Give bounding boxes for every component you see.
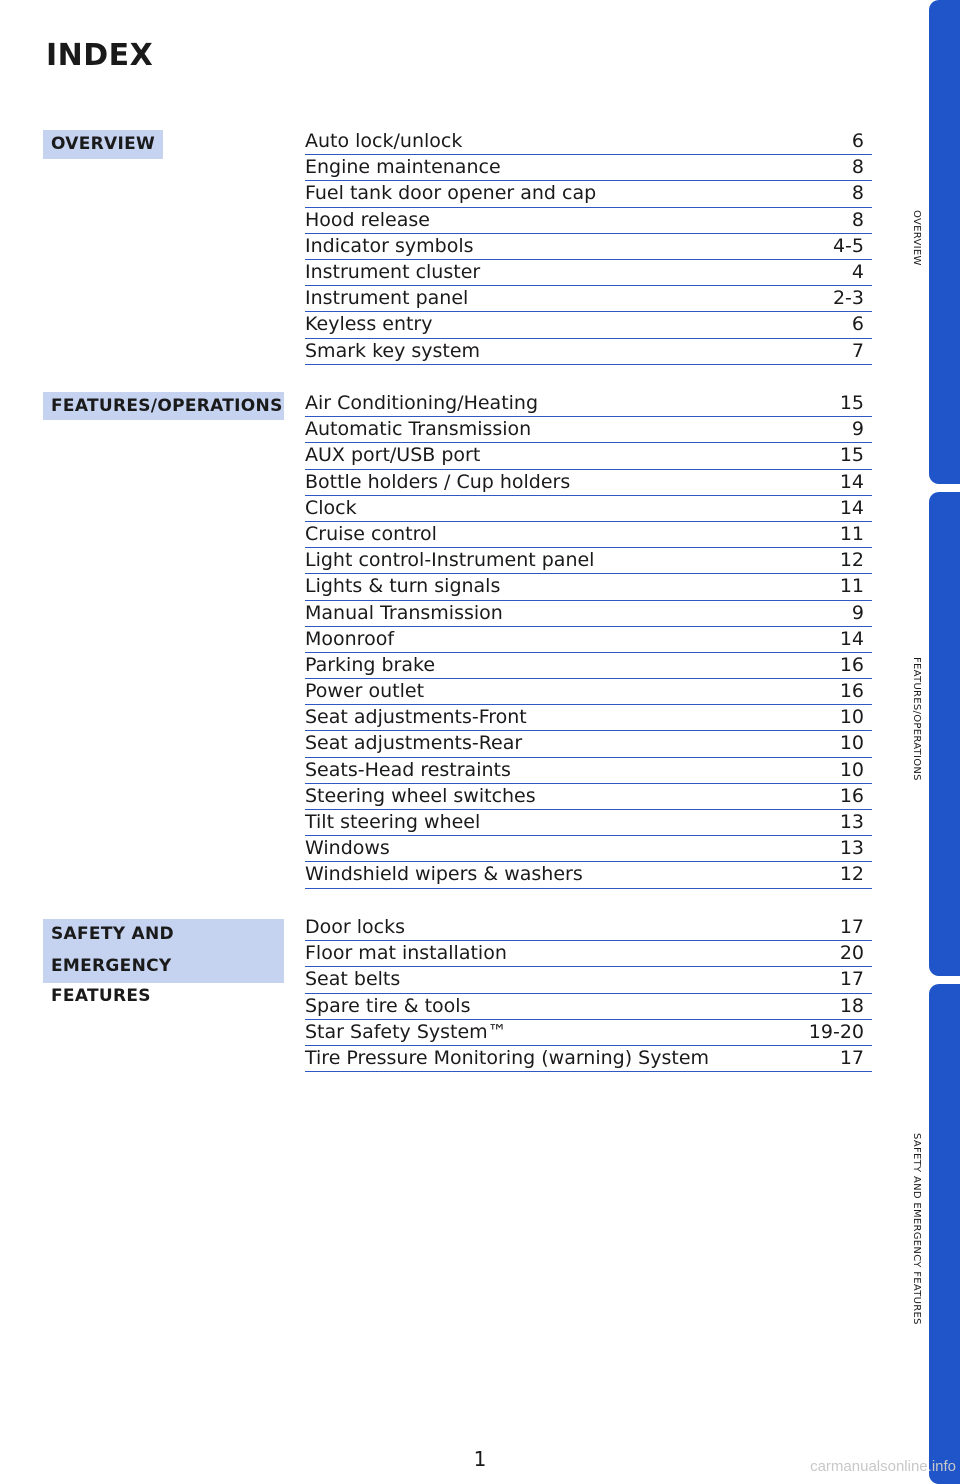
entry-label: Floor mat installation <box>305 942 507 965</box>
entry-label: Keyless entry <box>305 313 433 336</box>
side-tab-safety[interactable] <box>929 984 960 1484</box>
page-number: 1 <box>473 1447 487 1471</box>
entry-label: Smark key system <box>305 339 481 362</box>
section-label-line: EMERGENCY FEATURES <box>51 956 172 1006</box>
section-label-line: FEATURES/OPERATIONS <box>51 396 283 416</box>
entry-page-number: 19-20 <box>808 1020 864 1043</box>
index-entry[interactable] <box>305 601 872 627</box>
index-entry[interactable] <box>305 234 872 260</box>
index-entry[interactable] <box>305 260 872 286</box>
entry-page-number: 18 <box>839 994 864 1017</box>
entry-page-number: 4 <box>851 260 864 283</box>
index-entry[interactable] <box>305 548 872 574</box>
index-entry[interactable] <box>305 915 872 941</box>
side-tab-text: SAFETY AND EMERGENCY FEATURES <box>911 1133 922 1325</box>
section-label-line: OVERVIEW <box>51 134 156 154</box>
index-entry[interactable] <box>305 286 872 312</box>
entry-list <box>305 915 872 1072</box>
entry-label: Moonroof <box>305 627 395 650</box>
index-entry[interactable] <box>305 705 872 731</box>
entry-label: Indicator symbols <box>305 234 474 257</box>
section-label-safety <box>43 919 284 1006</box>
index-entry[interactable] <box>305 391 872 417</box>
entry-page-number: 8 <box>851 156 864 179</box>
entry-label: Light control-Instrument panel <box>305 549 595 572</box>
entry-label: Steering wheel switches <box>305 784 536 807</box>
entry-label: Instrument cluster <box>305 260 481 283</box>
entry-page-number: 7 <box>851 339 864 362</box>
side-tab-text: FEATURES/OPERATIONS <box>911 657 922 781</box>
entry-label: Cruise control <box>305 522 437 545</box>
index-entry[interactable] <box>305 496 872 522</box>
entry-page-number: 6 <box>851 130 864 152</box>
index-entry[interactable] <box>305 312 872 338</box>
entry-page-number: 11 <box>839 575 864 598</box>
entry-label: Tilt steering wheel <box>305 811 481 833</box>
entry-label: Clock <box>305 496 357 519</box>
entry-page-number: 13 <box>839 811 864 833</box>
index-entry[interactable] <box>305 862 872 888</box>
section-label-line: SAFETY AND <box>51 924 174 944</box>
side-tab-features[interactable] <box>929 492 960 976</box>
entry-page-number: 14 <box>839 627 864 650</box>
index-entry[interactable] <box>305 574 872 600</box>
entry-page-number: 17 <box>839 1046 864 1069</box>
entry-page-number: 10 <box>839 758 864 781</box>
entry-page-number: 13 <box>839 837 864 860</box>
side-tab-text: OVERVIEW <box>911 210 922 266</box>
page-title: INDEX <box>46 38 154 73</box>
index-entry[interactable] <box>305 155 872 181</box>
entry-page-number: 11 <box>839 522 864 545</box>
entry-page-number: 17 <box>839 968 864 991</box>
entry-page-number: 16 <box>839 653 864 676</box>
index-entry[interactable] <box>305 967 872 993</box>
entry-list <box>305 129 872 365</box>
entry-page-number: 12 <box>839 863 864 886</box>
index-entry[interactable] <box>305 470 872 496</box>
entry-label: Tire Pressure Monitoring (warning) System <box>305 1046 710 1069</box>
index-entry[interactable] <box>305 208 872 234</box>
index-entry[interactable] <box>305 810 872 836</box>
index-entry[interactable] <box>305 627 872 653</box>
entry-page-number: 10 <box>839 706 864 729</box>
entry-page-number: 2-3 <box>832 287 864 310</box>
index-entry[interactable] <box>305 181 872 207</box>
index-entry[interactable] <box>305 941 872 967</box>
entry-label: Seat belts <box>305 968 401 991</box>
entry-page-number: 9 <box>851 601 864 624</box>
section-label-features <box>43 392 284 420</box>
entry-label: Windshield wipers & washers <box>305 863 583 886</box>
entry-page-number: 12 <box>839 549 864 572</box>
entry-page-number: 17 <box>839 916 864 938</box>
entry-page-number: 6 <box>851 313 864 336</box>
watermark: carmanualsonline.info <box>810 1458 956 1475</box>
index-entry[interactable] <box>305 417 872 443</box>
index-entry[interactable] <box>305 994 872 1020</box>
index-entry[interactable] <box>305 522 872 548</box>
index-entry[interactable] <box>305 129 872 155</box>
index-entry[interactable] <box>305 443 872 469</box>
entry-page-number: 16 <box>839 784 864 807</box>
index-entry[interactable] <box>305 731 872 757</box>
entry-label: Auto lock/unlock <box>305 130 463 152</box>
entry-list <box>305 391 872 889</box>
entry-label: Door locks <box>305 916 405 938</box>
entry-label: Seats-Head restraints <box>305 758 511 781</box>
entry-label: Parking brake <box>305 653 436 676</box>
entry-label: Automatic Transmission <box>305 418 532 441</box>
entry-page-number: 14 <box>839 470 864 493</box>
entry-page-number: 15 <box>839 392 864 414</box>
entry-page-number: 20 <box>839 942 864 965</box>
entry-label: Power outlet <box>305 680 425 703</box>
entry-label: Spare tire & tools <box>305 994 471 1017</box>
side-tab-overview[interactable] <box>929 0 960 484</box>
entry-label: Star Safety System™ <box>305 1020 507 1043</box>
entry-page-number: 14 <box>839 496 864 519</box>
entry-label: Seat adjustments-Front <box>305 706 527 729</box>
entry-page-number: 4-5 <box>832 234 864 257</box>
entry-label: Hood release <box>305 208 430 231</box>
section-label-overview <box>43 130 163 159</box>
index-entry[interactable] <box>305 784 872 810</box>
index-entry[interactable] <box>305 1046 872 1072</box>
index-entry[interactable] <box>305 836 872 862</box>
entry-label: AUX port/USB port <box>305 444 481 467</box>
index-entry[interactable] <box>305 1020 872 1046</box>
entry-label: Engine maintenance <box>305 156 501 179</box>
entry-page-number: 16 <box>839 680 864 703</box>
entry-label: Bottle holders / Cup holders <box>305 470 571 493</box>
index-entry[interactable] <box>305 653 872 679</box>
entry-label: Seat adjustments-Rear <box>305 732 523 755</box>
entry-page-number: 9 <box>851 418 864 441</box>
index-entry[interactable] <box>305 679 872 705</box>
entry-page-number: 10 <box>839 732 864 755</box>
entry-page-number: 8 <box>851 182 864 205</box>
index-entry[interactable] <box>305 339 872 365</box>
entry-label: Fuel tank door opener and cap <box>305 182 597 205</box>
entry-label: Instrument panel <box>305 287 469 310</box>
index-entry[interactable] <box>305 758 872 784</box>
entry-label: Lights & turn signals <box>305 575 501 598</box>
entry-label: Manual Transmission <box>305 601 503 624</box>
entry-label: Air Conditioning/Heating <box>305 392 539 414</box>
entry-page-number: 15 <box>839 444 864 467</box>
entry-page-number: 8 <box>851 208 864 231</box>
entry-label: Windows <box>305 837 390 860</box>
